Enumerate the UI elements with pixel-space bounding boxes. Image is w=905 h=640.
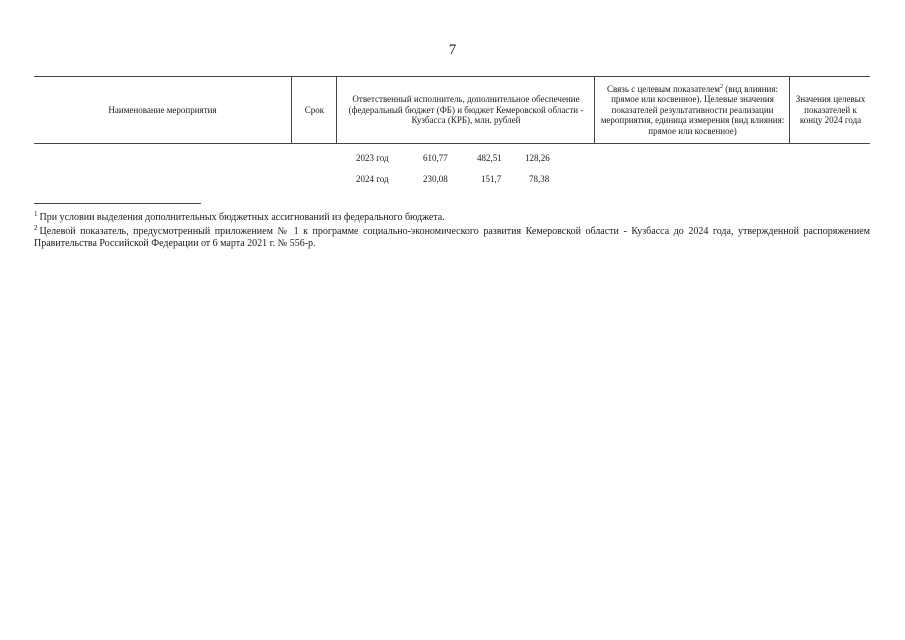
header-target-link-title: Связь с целевым показателем [607,83,720,94]
funding-total: 610,77 [423,153,448,163]
funding-krb: 78,38 [529,174,550,184]
header-measure-name [34,77,291,143]
header-target-link [594,77,790,143]
footnote-ref-2: 2 [719,83,723,90]
footnote-2 [34,223,870,250]
header-target-link-details: (вид влияния: прямое или косвенное). Целевые значения показателей результативности реализации мероприятия, единица измерения (вид влияния: прямое или косвенное) [600,83,785,136]
footnote-text: При условии выделения дополнительных бюджетных ассигнований из федерального бюджета. [39,212,445,223]
funding-fb: 151,7 [481,174,502,184]
funding-fb: 482,51 [477,153,502,163]
funding-year: 2024 год [356,174,389,184]
footnote-1 [34,209,870,224]
header-term [291,77,337,143]
footnote-number: 1 [34,209,38,218]
funding-krb: 128,26 [525,153,550,163]
header-target-values [789,77,871,143]
footnote-separator [34,203,201,204]
funding-total: 230,08 [423,174,448,184]
footnote-text: Целевой показатель, предусмотренный приложением № 1 к программе социально-экономического развития Кемеровской области - Кузбасса до 2024 года, утвержденной распоряжением Правительства Российской Федерации от 6 марта 2021 г. № 556-р. [34,226,870,249]
header-executor-funding-text: Ответственный исполнитель, дополнительное обеспечение (федеральный бюджет (ФБ) и бюджет Кемеровской области - Кузбасса (КРБ), млн. рублей [348,94,584,126]
header-target-values-text: Значения целевых показателей к концу 2024 года [795,94,866,126]
header-target-link-text [595,84,790,137]
header-term-text: Срок [304,104,325,115]
measures-table-header [34,76,870,144]
footnote-number: 2 [34,223,38,232]
funding-year: 2023 год [356,153,389,163]
page-number: 7 [448,42,457,58]
header-measure-name-text: Наименование мероприятия [108,104,217,115]
header-executor-funding [336,77,595,143]
